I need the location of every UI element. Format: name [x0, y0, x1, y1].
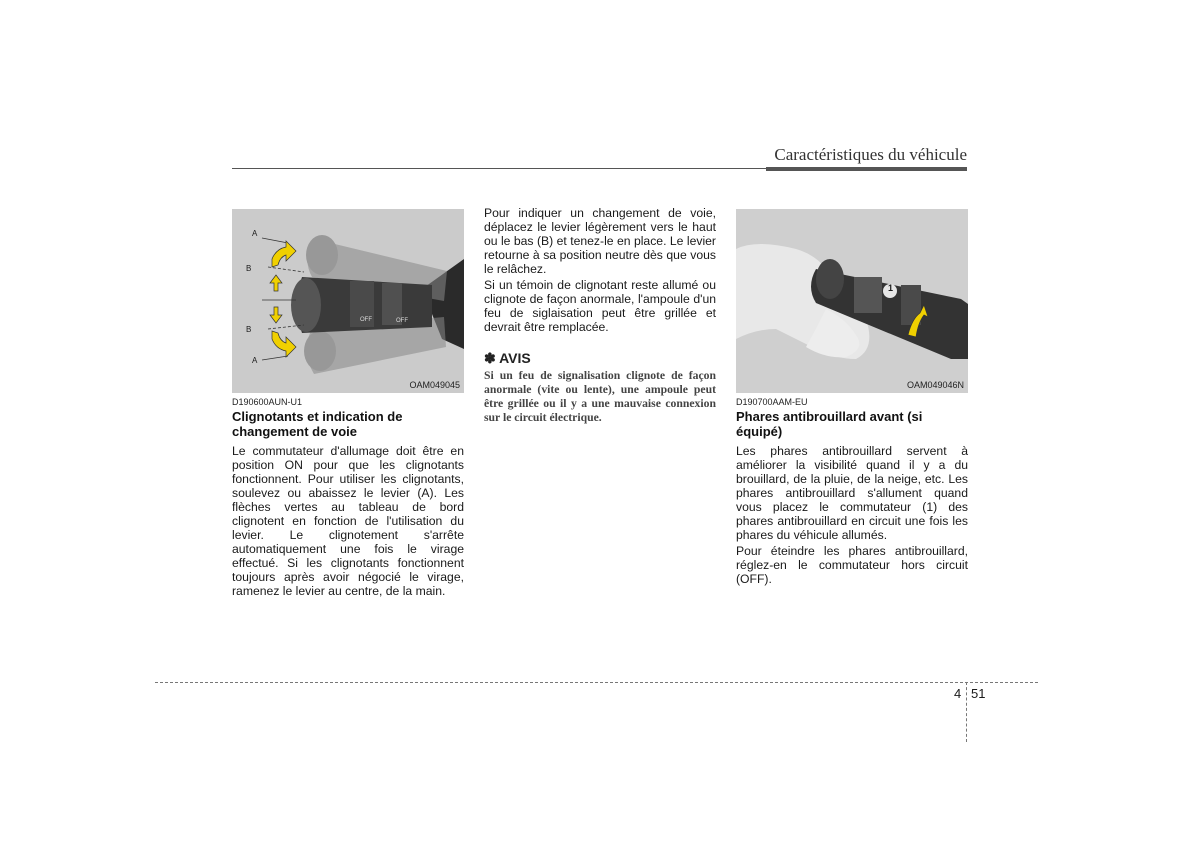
svg-text:OFF: OFF [396, 318, 408, 324]
header-rule-accent [766, 167, 967, 171]
turn-signal-figure [232, 209, 464, 393]
section-title: Caractéristiques du véhicule [774, 145, 967, 164]
page-number: 51 [971, 686, 986, 701]
fog-light-figure [736, 209, 968, 393]
turn-signal-illustration [232, 209, 464, 393]
ref-code: D190700AAM-EU [736, 397, 808, 407]
paragraph: Les phares antibrouillard servent à améliorer la visibilité quand il y a du brouillard, de la pluie, de la neige, etc. Les phares antibrouillard s'allument quand vous placez le commutateur (1) des phares antibrouillard en circuit une fois les phares du véhicule allumés. [736, 444, 968, 542]
chapter-number: 4 [954, 686, 962, 701]
label-switch-1: 1 [888, 283, 894, 293]
notice-title: ✽ AVIS [484, 350, 531, 366]
paragraph: Pour éteindre les phares antibrouillard, réglez-en le commutateur hors circuit (OFF). [736, 544, 968, 586]
body-text [736, 444, 968, 588]
figure-code: OAM049046N [906, 380, 964, 390]
notice-text: Si un feu de signalisation clignote de façon anormale (vite ou lente), une ampoule peut être grillée ou il y a une mauvaise connexion sur le circuit électrique. [484, 369, 716, 424]
label-b-top: B [246, 264, 252, 273]
figure-code: OAM049045 [409, 380, 460, 390]
paragraph: Pour indiquer un changement de voie, déplacez le levier légèrement vers le haut ou le bas (B) et tenez-le en place. Le levier retourne à sa position neutre dès que vous le relâchez. [484, 206, 716, 276]
section-heading: Phares antibrouillard avant (si équipé) [736, 409, 923, 439]
body-text [484, 206, 716, 336]
svg-text:OFF: OFF [360, 317, 372, 323]
label-a-top: A [252, 229, 258, 238]
label-b-bottom: B [246, 325, 252, 334]
footer-divider [966, 682, 967, 742]
section-heading: Clignotants et indication de changement de voie [232, 409, 403, 439]
paragraph: Si un témoin de clignotant reste allumé ou clignote de façon anormale, l'ampoule d'un feu de siglaisation peut être grillée et devrait être remplacée. [484, 278, 716, 334]
body-text [232, 444, 464, 600]
footer-rule [155, 682, 1038, 683]
paragraph: Le commutateur d'allumage doit être en position ON pour que les clignotants fonctionnent. Pour utiliser les clignotants, soulevez ou abaissez le levier (A). Les flèches vertes au tableau de bord clignotent en fonction de l'utilisation du levier. Le clignotement s'arrête automatiquement une fois le virage effectué. Si les clignotants fonctionnent toujours après avoir négocié le virage, ramenez le levier au centre, de la main. [232, 444, 464, 598]
label-a-bottom: A [252, 356, 258, 365]
fog-light-illustration [736, 209, 968, 393]
ref-code: D190600AUN-U1 [232, 397, 303, 407]
